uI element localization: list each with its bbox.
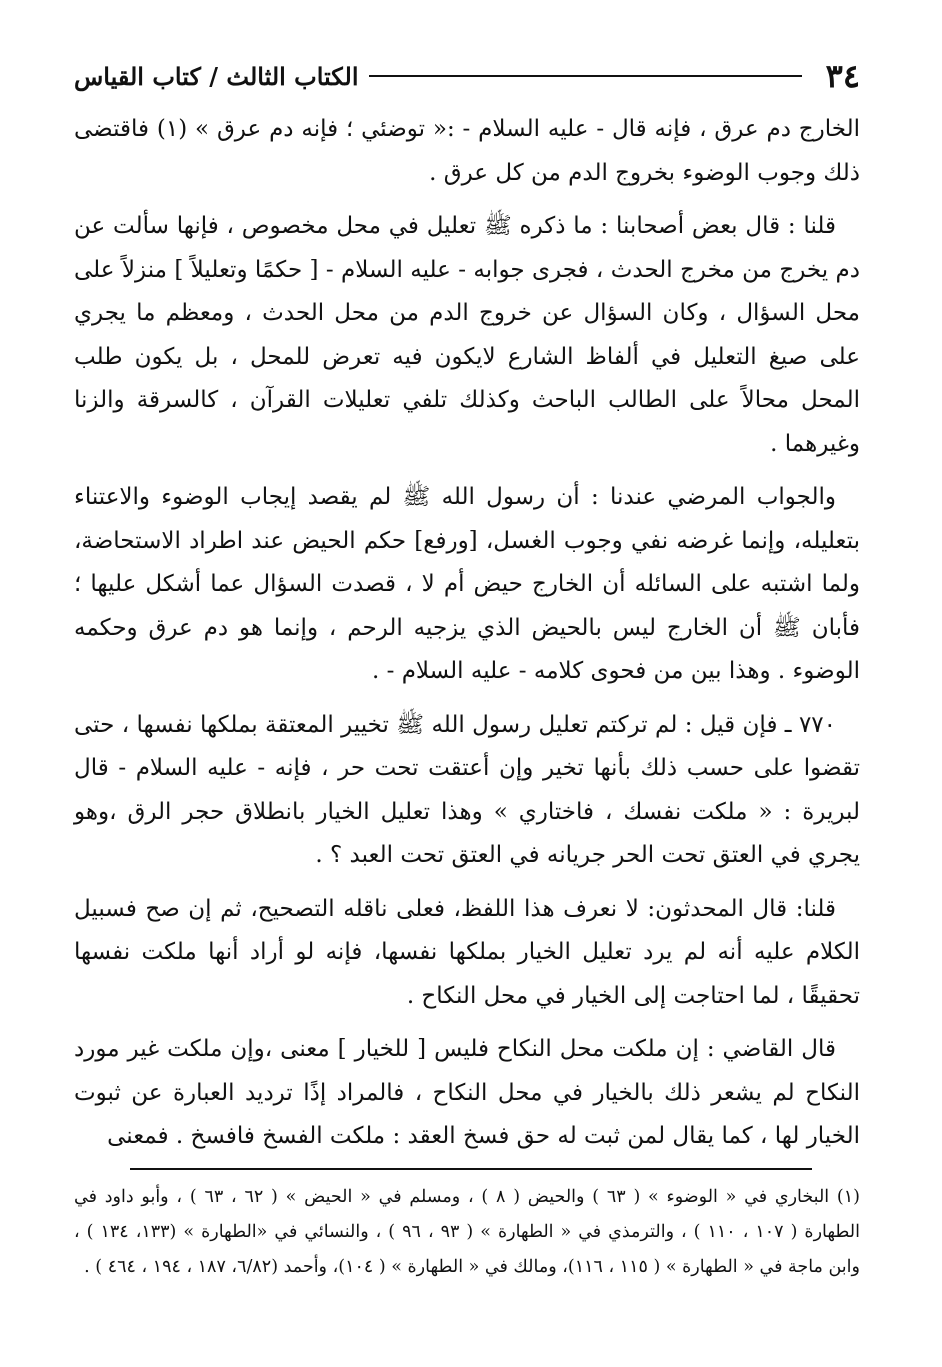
- footnote-rule: [130, 1168, 812, 1170]
- paragraph-1: الخارج دم عرق ، فإنه قال - عليه السلام - :« توضئي ؛ فإنه دم عرق » (١) فاقتضى ذلك وجوب الوضوء بخروج الدم من كل عرق .: [74, 116, 860, 186]
- paragraph-2: قلنا : قال بعض أصحابنا : ما ذكره ﷺ تعليل في محل مخصوص ، فإنها سألت عن دم يخرج من مخرج الحدث ، فجرى جوابه - عليه السلام - [ حكمًا وتعليلاً ] منزلاً على محل السؤال ، وكان السؤال عن خروج الدم من محل الحدث ، ومعظم ما يجري على صيغ التعليل في ألفاظ الشارع لايكون فيه تعرض للمحل ، بل يكون طلب المحل محالاً على الطالب الباحث وكذلك تلفي تعليلات القرآن ، كالسرقة والزنا وغيرهما .: [74, 213, 860, 457]
- running-title: الكتاب الثالث / كتاب القياس: [74, 61, 359, 91]
- page-number: ٣٤: [825, 57, 860, 95]
- footnote-1: (١) البخاري في « الوضوء » ( ٦٣ ) والحيض ( ٨ ) ، ومسلم في « الحيض » ( ٦٢ ، ٦٣ ) ، وأبو داود في الطهارة ( ١٠٧ ، ١١٠ ) ، والترمذي في « الطهارة » ( ٩٣ ، ٩٦ ) ، والنسائي في «الطهارة » (١٣٣، ١٣٤ ) ، وابن ماجة في « الطهارة » ( ١١٥ ، ١١٦)، ومالك في « الطهارة » ( ١٠٤)، وأحمد (٦/٨٢، ١٨٧ ، ١٩٤ ، ٤٦٤ ) .: [74, 1187, 860, 1277]
- header-rule: [369, 75, 802, 77]
- paragraph-5: قلنا: قال المحدثون: لا نعرف هذا اللفظ، فعلى ناقله التصحيح، ثم إن صح فسبيل الكلام عليه أنه لم يرد تعليل الخيار بملكها نفسها، فإنه لو أراد أنها ملكت نفسها تحقيقًا ، لما احتاجت إلى الخيار في محل النكاح .: [74, 895, 860, 1009]
- paragraph-3: والجواب المرضي عندنا : أن رسول الله ﷺ لم يقصد إيجاب الوضوء والاعتناء بتعليله، وإنما غرضه نفي وجوب الغسل، [ورفع] حكم الحيض عند اطراد الاستحاضة، ولما اشتبه على السائله أن الخارج حيض أم لا ، قصدت السؤال عما أشكل عليها ؛ فأبان ﷺ أن الخارج ليس بالحيض الذي يزجيه الرحم ، وإنما هو دم عرق وحكمه الوضوء . وهذا بين من فحوى كلامه - عليه السلام - .: [74, 484, 860, 684]
- page-header: [74, 52, 860, 100]
- footnotes: [74, 1180, 860, 1285]
- paragraph-6: قال القاضي : إن ملكت محل النكاح فليس [ للخيار ] معنى ،وإن ملكت غير مورد النكاح لم يشعر ذلك بالخيار في محل النكاح ، فالمراد إذًا ترديد العبارة عن ثبوت الخيار لها ، كما يقال لمن ثبت له حق فسخ العقد : ملكت الفسخ فافسخ . فمعنى: [74, 1036, 860, 1149]
- paragraph-4: ٧٧٠ ـ فإن قيل : لم تركتم تعليل رسول الله ﷺ تخيير المعتقة بملكها نفسها ، حتى تقضوا على حسب ذلك بأنها تخير وإن أعتقت تحت حر ، فإنه - عليه السلام - قال لبريرة : « ملكت نفسك ، فاختاري » وهذا تعليل الخيار بانطلاق حجر الرق ،وهو يجري في العتق تحت الحر جريانه في العتق تحت العبد ؟ .: [74, 711, 860, 868]
- body-text: [74, 108, 860, 1159]
